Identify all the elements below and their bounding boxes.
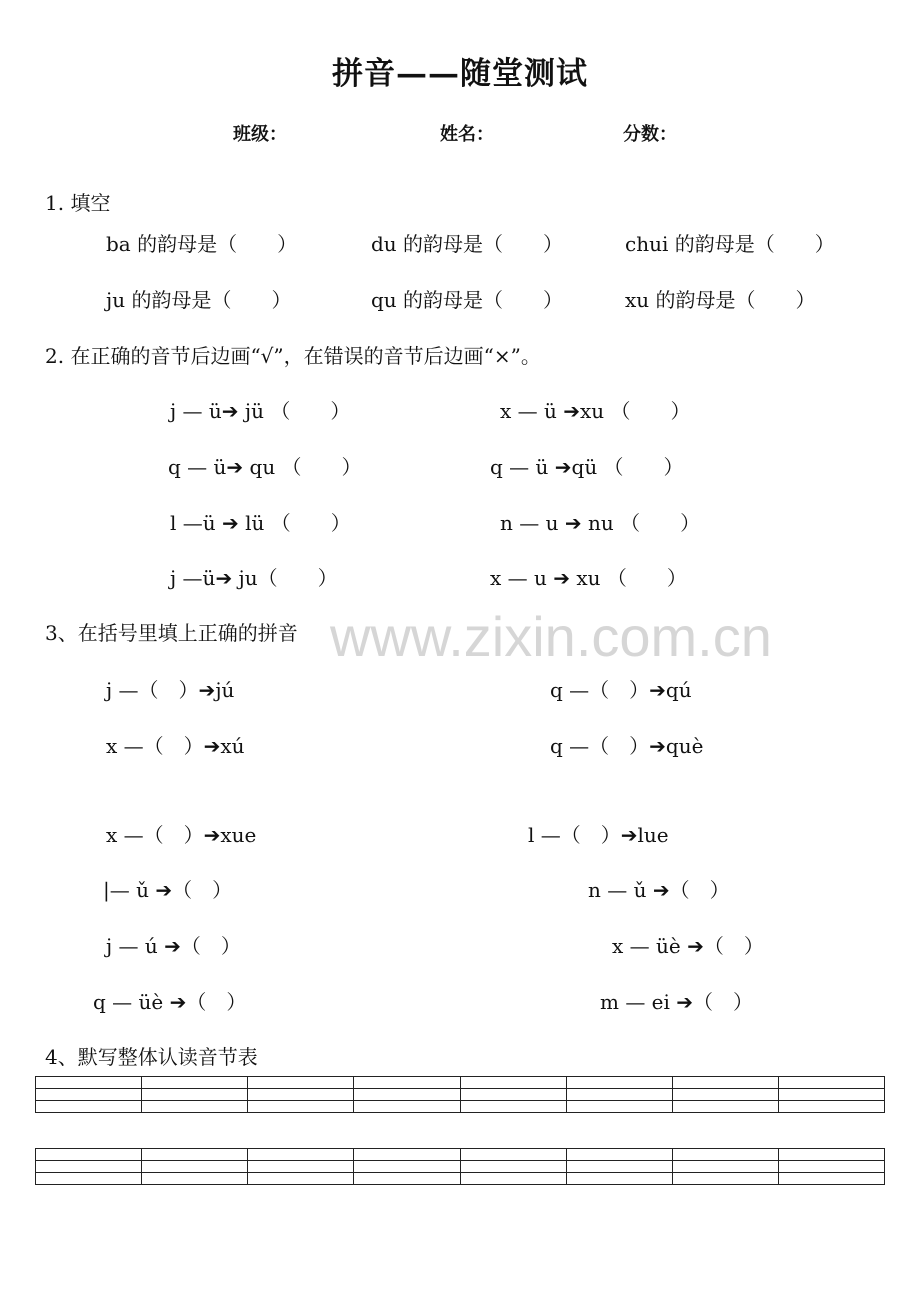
table-cell[interactable] xyxy=(142,1173,248,1185)
table-cell[interactable] xyxy=(672,1101,778,1113)
table-cell[interactable] xyxy=(36,1161,142,1173)
q3-heading: 3、在括号里填上正确的拼音 xyxy=(45,621,298,645)
table-cell[interactable] xyxy=(566,1101,672,1113)
table-cell[interactable] xyxy=(672,1089,778,1101)
table-cell[interactable] xyxy=(672,1077,778,1089)
table-cell[interactable] xyxy=(460,1077,566,1089)
table-row xyxy=(36,1077,885,1089)
q2-item: j —ü➔ ju（ ） xyxy=(170,566,338,590)
table-cell[interactable] xyxy=(354,1077,460,1089)
table-cell[interactable] xyxy=(566,1149,672,1161)
q3-item: j —（ ）➔jú xyxy=(106,678,235,702)
table-cell[interactable] xyxy=(354,1173,460,1185)
table-cell[interactable] xyxy=(354,1149,460,1161)
table-cell[interactable] xyxy=(36,1173,142,1185)
q3-item: q —（ ）➔qú xyxy=(550,678,692,702)
watermark: www.zixin.com.cn xyxy=(330,605,772,668)
q4-heading: 4、默写整体认读音节表 xyxy=(45,1045,258,1069)
table-cell[interactable] xyxy=(248,1173,354,1185)
q2-item: l —ü ➔ lü （ ） xyxy=(170,511,351,535)
table-cell[interactable] xyxy=(778,1089,884,1101)
score-label: 分数： xyxy=(623,124,677,145)
table-cell[interactable] xyxy=(566,1173,672,1185)
table-cell[interactable] xyxy=(248,1161,354,1173)
table-row xyxy=(36,1089,885,1101)
table-cell[interactable] xyxy=(566,1161,672,1173)
q1-item: ba 的韵母是（ ） xyxy=(106,232,298,256)
table-cell[interactable] xyxy=(248,1149,354,1161)
table-cell[interactable] xyxy=(672,1161,778,1173)
table-cell[interactable] xyxy=(460,1149,566,1161)
q3-item: x —（ ）➔xue xyxy=(106,823,257,847)
table-cell[interactable] xyxy=(778,1173,884,1185)
syllable-table xyxy=(35,1148,885,1185)
table-row xyxy=(36,1101,885,1113)
table-row xyxy=(36,1149,885,1161)
table-cell[interactable] xyxy=(36,1089,142,1101)
table-cell[interactable] xyxy=(142,1149,248,1161)
table-cell[interactable] xyxy=(778,1161,884,1173)
table-cell[interactable] xyxy=(36,1077,142,1089)
q1-item: qu 的韵母是（ ） xyxy=(371,288,564,312)
q3-item: x —（ ）➔xú xyxy=(106,734,245,758)
table-cell[interactable] xyxy=(460,1161,566,1173)
q2-item: j — ü➔ jü （ ） xyxy=(170,399,351,423)
q2-item: q — ü ➔qü （ ） xyxy=(490,455,684,479)
table-cell[interactable] xyxy=(248,1089,354,1101)
table-cell[interactable] xyxy=(142,1161,248,1173)
q1-item: chui 的韵母是（ ） xyxy=(625,232,835,256)
q3-item: m — ei ➔（ ） xyxy=(600,990,754,1014)
table-cell[interactable] xyxy=(778,1149,884,1161)
table-cell[interactable] xyxy=(566,1089,672,1101)
table-cell[interactable] xyxy=(354,1161,460,1173)
table-cell[interactable] xyxy=(460,1101,566,1113)
q2-item: x — ü ➔xu （ ） xyxy=(500,399,691,423)
syllable-table xyxy=(35,1076,885,1113)
table-cell[interactable] xyxy=(672,1149,778,1161)
table-cell[interactable] xyxy=(36,1101,142,1113)
table-cell[interactable] xyxy=(672,1173,778,1185)
page-title: 拼音——随堂测试 xyxy=(332,56,588,92)
q2-item: n — u ➔ nu （ ） xyxy=(500,511,701,535)
table-cell[interactable] xyxy=(142,1077,248,1089)
q3-item: |— ǔ ➔（ ） xyxy=(103,878,233,902)
q2-item: q — ü➔ qu （ ） xyxy=(168,455,362,479)
table-cell[interactable] xyxy=(566,1077,672,1089)
q1-item: du 的韵母是（ ） xyxy=(371,232,564,256)
q2-item: x — u ➔ xu （ ） xyxy=(490,566,687,590)
table-cell[interactable] xyxy=(354,1101,460,1113)
q3-item: q —（ ）➔què xyxy=(550,734,704,758)
q1-heading: 1. 填空 xyxy=(45,191,111,215)
table-cell[interactable] xyxy=(460,1089,566,1101)
table-cell[interactable] xyxy=(354,1089,460,1101)
table-cell[interactable] xyxy=(460,1173,566,1185)
q3-item: q — üè ➔（ ） xyxy=(93,990,247,1014)
q3-item: j — ú ➔（ ） xyxy=(106,934,241,958)
table-cell[interactable] xyxy=(248,1101,354,1113)
q3-item: n — ǔ ➔（ ） xyxy=(588,878,730,902)
table-cell[interactable] xyxy=(248,1077,354,1089)
class-label: 班级： xyxy=(233,124,287,145)
table-cell[interactable] xyxy=(142,1101,248,1113)
table-row xyxy=(36,1161,885,1173)
q3-item: x — üè ➔（ ） xyxy=(612,934,764,958)
q1-item: ju 的韵母是（ ） xyxy=(106,288,292,312)
q1-item: xu 的韵母是（ ） xyxy=(625,288,816,312)
table-cell[interactable] xyxy=(142,1089,248,1101)
name-label: 姓名： xyxy=(440,124,494,145)
table-row xyxy=(36,1173,885,1185)
table-cell[interactable] xyxy=(36,1149,142,1161)
q3-item: l —（ ）➔lue xyxy=(528,823,669,847)
q2-heading: 2. 在正确的音节后边画“√”，在错误的音节后边画“×”。 xyxy=(45,344,541,368)
table-cell[interactable] xyxy=(778,1077,884,1089)
table-cell[interactable] xyxy=(778,1101,884,1113)
